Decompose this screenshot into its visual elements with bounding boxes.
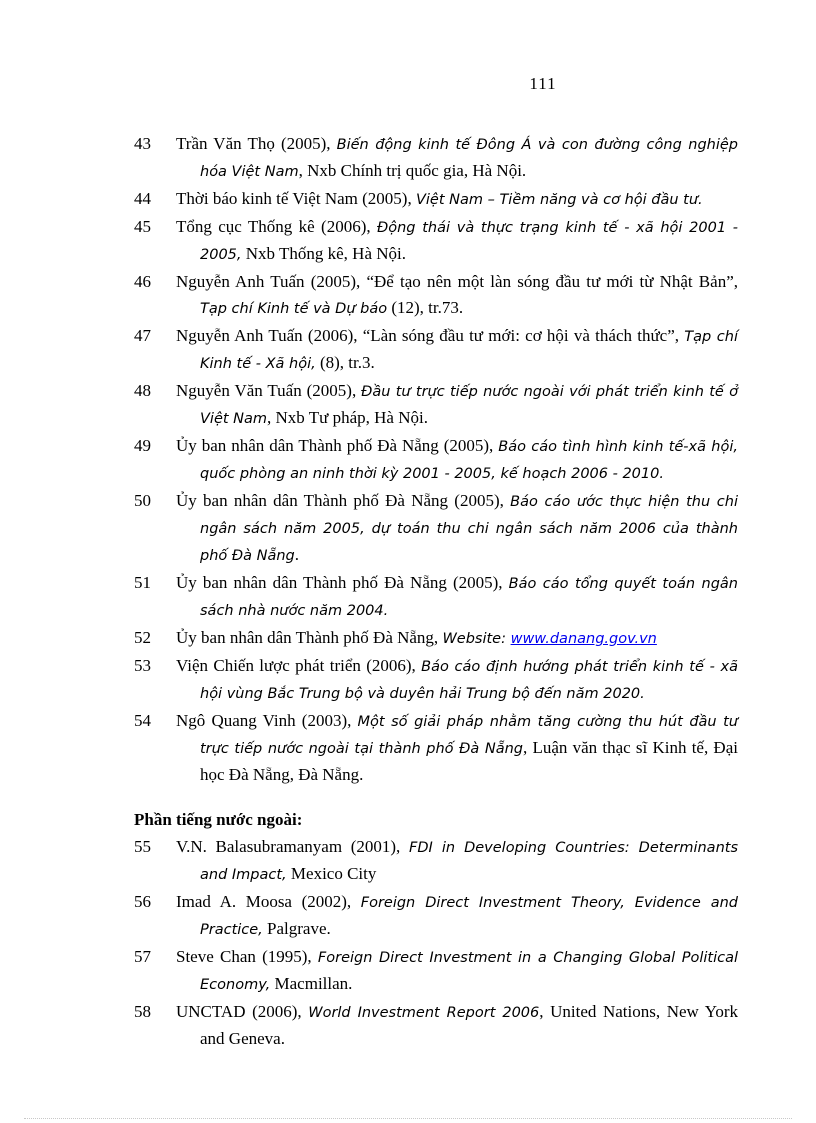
reference-item	[134, 323, 738, 377]
reference-segment: Mexico City	[286, 864, 377, 883]
reference-title: Đầu tư trực tiếp nước ngoài với phát triển kinh tế ở Việt Nam	[200, 384, 739, 427]
reference-title: Động thái và thực trạng kinh tế - xã hội 2001 - 2005,	[200, 220, 739, 263]
reference-number: 50	[134, 491, 151, 510]
reference-segment: .	[294, 545, 299, 564]
reference-segment: (8), tr.3.	[315, 353, 375, 372]
reference-list	[134, 131, 738, 1053]
reference-segment: Nxb Thống kê, Hà Nội.	[241, 244, 406, 263]
reference-segment: Trần Văn Thọ (2005),	[176, 134, 337, 153]
reference-item	[134, 570, 738, 624]
reference-number: 44	[134, 189, 151, 208]
reference-number: 48	[134, 381, 151, 400]
reference-text	[176, 433, 738, 487]
reference-text	[176, 186, 738, 213]
reference-text	[176, 889, 738, 943]
reference-title: Báo cáo tình hình kinh tế-xã hội, quốc phòng an ninh thời kỳ 2001 - 2005, kế hoạch 2006 - 2010.	[200, 439, 738, 482]
reference-number: 58	[134, 1002, 151, 1021]
reference-item	[134, 488, 738, 569]
reference-title: World Investment Report 2006	[308, 1005, 540, 1021]
reference-text	[176, 653, 738, 707]
reference-title: Website:	[442, 631, 511, 647]
reference-segment: Imad A. Moosa (2002),	[176, 892, 361, 911]
reference-title: Báo cáo định hướng phát triển kinh tế - xã hội vùng Bắc Trung bộ và duyên hải Trung bộ đến năm 2020.	[200, 659, 738, 702]
page-number: 111	[529, 74, 557, 93]
website-link[interactable]: www.danang.gov.vn	[510, 631, 657, 647]
reference-text	[176, 488, 738, 569]
reference-item	[134, 269, 738, 322]
vietnamese-references	[134, 131, 738, 788]
reference-title: FDI in Developing Countries: Determinants and Impact,	[200, 840, 738, 883]
reference-text	[176, 378, 739, 432]
reference-segment: Nguyễn Anh Tuấn (2006), “Làn sóng đầu tư mới: cơ hội và thách thức”,	[176, 326, 685, 345]
reference-segment: Macmillan.	[270, 974, 353, 993]
reference-segment: Steve Chan (1995),	[176, 947, 318, 966]
reference-segment: Viện Chiến lược phát triển (2006),	[176, 656, 422, 675]
reference-segment: , Luận văn thạc sĩ Kinh tế, Đại học Đà Nẵng, Đà Nẵng.	[200, 738, 738, 784]
reference-number: 55	[134, 837, 151, 856]
page-bottom-rule	[24, 1118, 792, 1119]
reference-item	[134, 834, 738, 888]
reference-item	[134, 999, 738, 1052]
reference-title: Foreign Direct Investment Theory, Evidence and Practice,	[200, 895, 738, 938]
reference-title: Việt Nam – Tiềm năng và cơ hội đầu tư.	[415, 192, 703, 208]
reference-text	[176, 708, 738, 788]
reference-number: 46	[134, 272, 151, 291]
reference-item	[134, 708, 738, 788]
reference-text	[176, 214, 739, 268]
reference-segment: , Nxb Tư pháp, Hà Nội.	[267, 408, 428, 427]
reference-item	[134, 889, 738, 943]
reference-text	[176, 834, 738, 888]
reference-text	[176, 944, 738, 998]
reference-item	[134, 378, 738, 432]
reference-item	[134, 944, 738, 998]
reference-item	[134, 131, 738, 185]
reference-number: 51	[134, 573, 151, 592]
reference-segment: Nguyễn Văn Tuấn (2005),	[176, 381, 362, 400]
reference-number: 57	[134, 947, 151, 966]
reference-segment: Palgrave.	[262, 919, 331, 938]
reference-item	[134, 433, 738, 487]
reference-title: Biến động kinh tế Đông Á và con đường công nghiệp hóa Việt Nam	[200, 137, 738, 180]
reference-number: 54	[134, 711, 151, 730]
reference-segment: , United Nations, New York and Geneva.	[200, 1002, 738, 1048]
reference-number: 47	[134, 326, 151, 345]
reference-title: Báo cáo tổng quyết toán ngân sách nhà nước năm 2004.	[200, 576, 738, 619]
reference-number: 53	[134, 656, 151, 675]
reference-segment: (12), tr.73.	[387, 298, 464, 317]
reference-segment: Ngô Quang Vinh (2003),	[176, 711, 358, 730]
reference-segment: Ủy ban nhân dân Thành phố Đà Nẵng (2005),	[176, 573, 509, 592]
reference-segment: Ủy ban nhân dân Thành phố Đà Nẵng (2005),	[176, 491, 511, 510]
reference-segment: UNCTAD (2006),	[176, 1002, 309, 1021]
reference-text	[176, 323, 739, 377]
reference-text	[176, 999, 738, 1052]
foreign-references-heading: Phần tiếng nước ngoài:	[134, 810, 303, 829]
reference-segment: Nguyễn Anh Tuấn (2005), “Để tạo nên một làn sóng đầu tư mới từ Nhật Bản”,	[176, 272, 738, 291]
reference-item	[134, 214, 738, 268]
reference-segment: Ủy ban nhân dân Thành phố Đà Nẵng (2005),	[176, 436, 499, 455]
reference-text	[176, 131, 738, 185]
reference-title: Một số giải pháp nhằm tăng cường thu hút đầu tư trực tiếp nước ngoài tại thành phố Đà Nẵng	[200, 714, 738, 757]
reference-number: 52	[134, 628, 151, 647]
reference-segment: , Nxb Chính trị quốc gia, Hà Nội.	[298, 161, 527, 180]
reference-segment: V.N. Balasubramanyam (2001),	[176, 837, 409, 856]
reference-number: 56	[134, 892, 151, 911]
foreign-references	[134, 834, 738, 1052]
reference-item	[134, 653, 738, 707]
reference-text	[176, 625, 738, 652]
reference-title: Foreign Direct Investment in a Changing Global Political Economy,	[200, 950, 738, 993]
reference-number: 49	[134, 436, 151, 455]
reference-segment: Ủy ban nhân dân Thành phố Đà Nẵng,	[176, 628, 443, 647]
reference-item	[134, 625, 738, 652]
reference-number: 45	[134, 217, 151, 236]
reference-title: Tạp chí Kinh tế - Xã hội,	[200, 329, 739, 372]
reference-text	[176, 570, 738, 624]
reference-segment: Thời báo kinh tế Việt Nam (2005),	[176, 189, 416, 208]
reference-text	[176, 269, 738, 322]
reference-segment: Tổng cục Thống kê (2006),	[176, 217, 377, 236]
reference-title: Tạp chí Kinh tế và Dự báo	[200, 301, 388, 317]
reference-item	[134, 186, 738, 213]
reference-number: 43	[134, 134, 151, 153]
reference-title: Báo cáo ước thực hiện thu chi ngân sách năm 2005, dự toán thu chi ngân sách năm 2006 của thành phố Đà Nẵng	[200, 494, 738, 564]
